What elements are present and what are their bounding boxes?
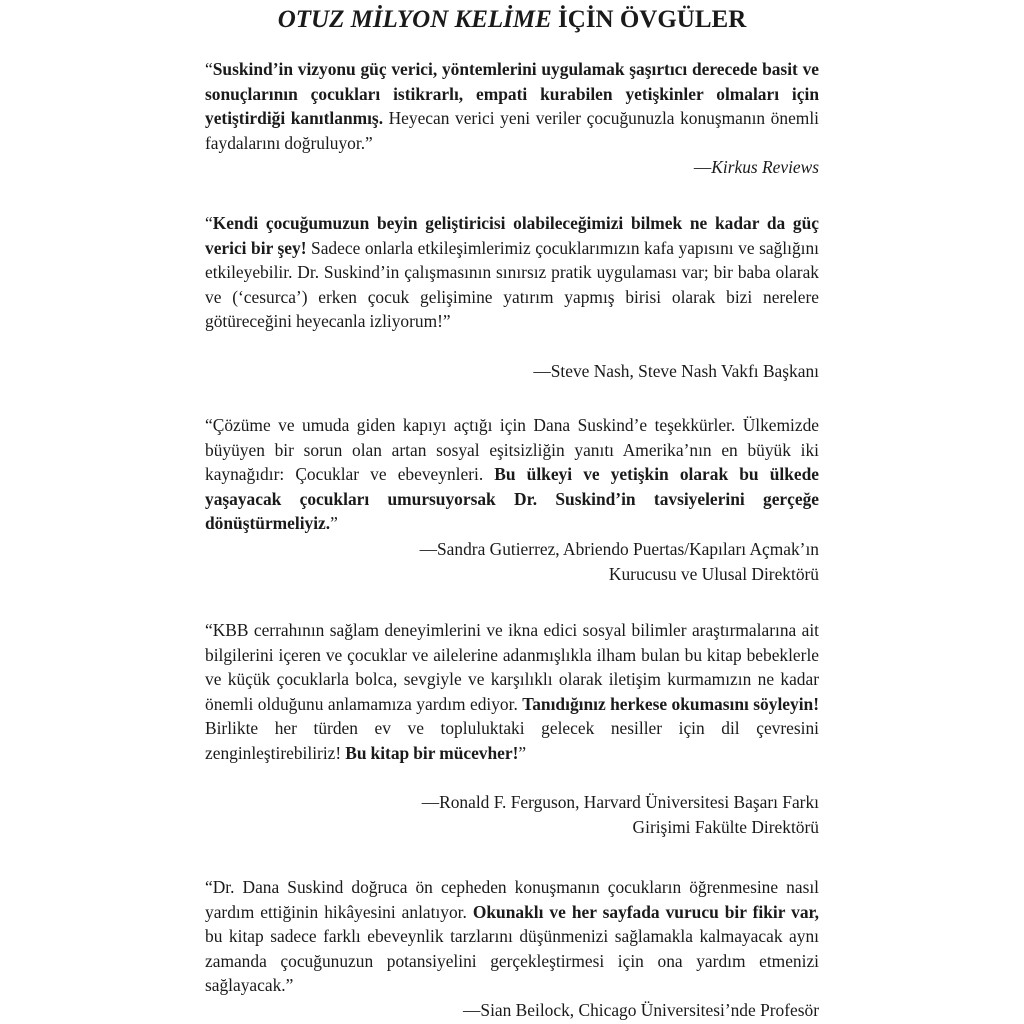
quote-emphasis: Tanıdığınız herkese okumasını söyleyin! xyxy=(522,693,819,714)
title-suffix: İÇİN ÖVGÜLER xyxy=(551,6,747,33)
quote-gutierrez xyxy=(205,413,819,536)
attribution-line xyxy=(205,998,819,1023)
quote-kirkus xyxy=(205,57,819,155)
attribution-line xyxy=(205,155,819,180)
quote-ferguson xyxy=(205,618,819,766)
attribution-line xyxy=(205,790,819,815)
attribution-line xyxy=(205,815,819,840)
attribution-text: —Ronald F. Ferguson, Harvard Üniversitesi Başarı Farkı xyxy=(421,792,819,812)
quote-nash xyxy=(205,211,819,334)
quote-text: ” xyxy=(330,513,338,534)
quote-emphasis: Okunaklı ve her sayfada vurucu bir fikir var, xyxy=(472,901,820,922)
quote-emphasis: Bu ülkeyi ve yetişkin olarak bu ülkede yaşayacak çocukları umursuyorsak Dr. Suskind’in tavsiyelerini gerçeğe dönüştürmeliyiz. xyxy=(205,464,819,534)
attribution-nash xyxy=(205,359,819,384)
quote-text: ” xyxy=(518,742,527,763)
quote-text: “ xyxy=(205,213,213,233)
attribution-ferguson xyxy=(205,790,819,839)
quote-text: bu kitap sadece farklı ebeveynlik tarzlarını düşünmenizi sağlamakla kalmayacak aynı zamanda çocuğunuzun potansiyelini gerçekleştirmesi için ona yardım etmenizi sağlayacak.” xyxy=(205,926,819,996)
attribution-line xyxy=(205,537,819,562)
quote-text: Sadece onlarla etkileşimlerimiz çocuklarımızın kafa yapısını ve sağlığını etkileyebilir. Dr. Suskind’in çalışmasının sınırsız pratik uygulaması var; bir baba olarak ve (‘cesurca’) erken çocuk gelişimine yatırım yapmış birisi olarak bizi nerelere götüreceğini heyecanla izliyorum!” xyxy=(205,237,819,332)
attribution-line xyxy=(205,562,819,587)
book-title: OTUZ MİLYON KELİME xyxy=(277,6,552,33)
quote-text: Heyecan verici yeni veriler çocuğunuzla konuşmanın önemli faydalarını doğruluyor.” xyxy=(205,108,819,153)
quote-emphasis: Kendi çocuğumuzun beyin geliştiricisi olabileceğimizi bilmek ne kadar da güç verici bir şey! xyxy=(205,213,819,258)
attribution-text: Kurucusu ve Ulusal Direktörü xyxy=(608,563,819,584)
quote-text: “KBB cerrahının sağlam deneyimlerini ve ikna edici sosyal bilimler araştırmalarına ait bilgilerini içeren ve çocuklar ve ailelerine adanmışlıkla ilham bulan bu kitap bebeklerle ve küçük çocuklarla bolca, sevgiyle ve karşılıklı olarak iletişim kurmamızın ne kadar önemli olduğunu anlamamıza yardım ediyor. xyxy=(205,620,819,714)
quote-beilock xyxy=(205,875,819,998)
attribution-text: Girişimi Fakülte Direktörü xyxy=(632,816,819,837)
attribution-text: —Steve Nash, Steve Nash Vakfı Başkanı xyxy=(533,361,819,381)
attribution-line xyxy=(205,359,819,384)
attribution-beilock xyxy=(205,998,819,1023)
attribution-kirkus xyxy=(205,155,819,180)
attribution-gutierrez xyxy=(205,537,819,586)
quote-emphasis: Bu kitap bir mücevher! xyxy=(345,742,519,763)
attribution-dash: — xyxy=(693,157,712,177)
quote-emphasis: Suskind’in vizyonu güç verici, yöntemlerini uygulamak şaşırtıcı derecede basit ve sonuçlarının çocukları istikrarlı, empati kurabilen yetişkinler olmaları için yetiştirdiği kanıtlanmış. xyxy=(205,59,819,129)
quote-text: “Dr. Dana Suskind doğruca ön cepheden konuşmanın çocukların öğrenmesine nasıl yardım ettiğinin hikâyesini anlatıyor. xyxy=(205,877,819,922)
attribution-text: Kirkus Reviews xyxy=(711,157,819,177)
attribution-text: —Sian Beilock, Chicago Üniversitesi’nde Profesör xyxy=(463,1000,819,1020)
quote-text: “Çözüme ve umuda giden kapıyı açtığı için Dana Suskind’e teşekkürler. Ülkemizde büyüyen bir sorun olan artan sosyal eşitsizliğin yanıtı Amerika’nın en büyük iki kaynağıdır: Çocuklar ve ebeveynleri. xyxy=(205,415,819,485)
page-title xyxy=(0,3,1024,37)
quote-text: Birlikte her türden ev ve topluluktaki gelecek nesiller için dil çevresini zenginleştirebiliriz! xyxy=(205,718,819,763)
quote-text: “ xyxy=(205,59,213,79)
attribution-text: —Sandra Gutierrez, Abriendo Puertas/Kapıları Açmak’ın xyxy=(419,539,819,559)
